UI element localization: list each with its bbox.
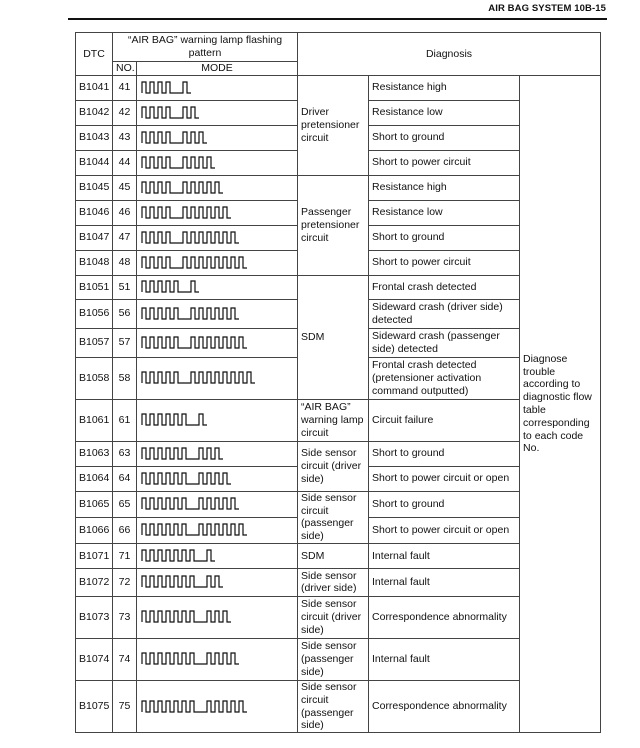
flash-pattern — [137, 357, 298, 399]
flash-pulse-train — [142, 207, 231, 218]
dtc-code: B1066 — [76, 517, 113, 543]
flash-pulse-train — [142, 281, 199, 292]
flash-pattern — [137, 100, 298, 125]
dtc-code: B1073 — [76, 596, 113, 638]
flash-pattern — [137, 125, 298, 150]
group-driver-pretensioner: Driver pretensioner circuit — [298, 75, 369, 175]
flash-pulse-train — [142, 182, 223, 193]
flash-pulse-train — [142, 157, 215, 168]
code-number: 64 — [113, 466, 137, 491]
dtc-code: B1048 — [76, 250, 113, 275]
header-lamp-pattern: “AIR BAG” warning lamp flashing pattern — [113, 33, 298, 62]
flash-pulse-train — [142, 653, 239, 664]
dtc-code: B1056 — [76, 299, 113, 328]
group-side-sensor-circuit-driver: Side sensor circuit (driver side) — [298, 596, 369, 638]
diagnosis-detail: Resistance low — [369, 100, 520, 125]
code-number: 44 — [113, 150, 137, 175]
diagnosis-detail: Resistance high — [369, 75, 520, 100]
flash-pulse-train — [142, 498, 239, 509]
group-side-sensor-driver-unit: Side sensor (driver side) — [298, 568, 369, 596]
flash-pulse-train — [142, 448, 223, 459]
flash-waveform — [140, 130, 295, 146]
flash-pattern — [137, 638, 298, 680]
flash-pulse-train — [142, 132, 207, 143]
code-number: 63 — [113, 441, 137, 466]
flash-waveform — [140, 609, 295, 625]
flash-pattern — [137, 250, 298, 275]
dtc-code: B1042 — [76, 100, 113, 125]
code-number: 46 — [113, 200, 137, 225]
dtc-code: B1072 — [76, 568, 113, 596]
group-sdm-internal: SDM — [298, 543, 369, 568]
flash-pattern — [137, 399, 298, 441]
diagnosis-action: Diagnose trouble according to diagnostic flow table corresponding to each code No. — [520, 75, 601, 732]
flash-waveform — [140, 205, 295, 221]
flash-waveform — [140, 574, 295, 590]
flash-pattern — [137, 225, 298, 250]
code-number: 61 — [113, 399, 137, 441]
flash-pattern — [137, 299, 298, 328]
flash-pulse-train — [142, 82, 191, 93]
diagnosis-detail: Short to power circuit or open — [369, 466, 520, 491]
flash-waveform — [140, 496, 295, 512]
flash-pulse-train — [142, 701, 247, 712]
code-number: 66 — [113, 517, 137, 543]
diagnosis-detail: Sideward crash (driver side) detected — [369, 299, 520, 328]
dtc-code: B1063 — [76, 441, 113, 466]
dtc-table — [75, 32, 601, 733]
flash-pattern — [137, 150, 298, 175]
flash-waveform — [140, 412, 295, 428]
flash-waveform — [140, 80, 295, 96]
flash-pattern — [137, 200, 298, 225]
dtc-code: B1071 — [76, 543, 113, 568]
flash-pattern — [137, 441, 298, 466]
diagnosis-detail: Short to ground — [369, 441, 520, 466]
header-rule — [68, 18, 607, 20]
group-sdm: SDM — [298, 275, 369, 399]
flash-pulse-train — [142, 611, 231, 622]
flash-pulse-train — [142, 414, 207, 425]
flash-pattern — [137, 596, 298, 638]
flash-waveform — [140, 335, 295, 351]
code-number: 58 — [113, 357, 137, 399]
flash-pulse-train — [142, 308, 239, 319]
diagnosis-detail: Internal fault — [369, 638, 520, 680]
diagnosis-detail: Correspondence abnormality — [369, 596, 520, 638]
header-mode: MODE — [137, 62, 298, 76]
diagnosis-detail: Sideward crash (passenger side) detected — [369, 328, 520, 357]
dtc-code: B1057 — [76, 328, 113, 357]
code-number: 73 — [113, 596, 137, 638]
code-number: 75 — [113, 680, 137, 732]
flash-pulse-train — [142, 473, 231, 484]
group-passenger-pretensioner: Passenger pretensioner circuit — [298, 175, 369, 275]
dtc-code: B1064 — [76, 466, 113, 491]
code-number: 74 — [113, 638, 137, 680]
diagnosis-detail: Short to power circuit — [369, 250, 520, 275]
flash-pattern — [137, 175, 298, 200]
code-number: 71 — [113, 543, 137, 568]
code-number: 56 — [113, 299, 137, 328]
code-number: 48 — [113, 250, 137, 275]
dtc-code: B1051 — [76, 275, 113, 299]
code-number: 51 — [113, 275, 137, 299]
group-side-sensor-passenger: Side sensor circuit (passenger side) — [298, 491, 369, 543]
diagnosis-detail: Short to ground — [369, 125, 520, 150]
diagnosis-detail: Short to power circuit — [369, 150, 520, 175]
dtc-code: B1058 — [76, 357, 113, 399]
flash-pulse-train — [142, 107, 199, 118]
flash-waveform — [140, 471, 295, 487]
code-number: 47 — [113, 225, 137, 250]
flash-waveform — [140, 548, 295, 564]
flash-pulse-train — [142, 576, 223, 587]
flash-waveform — [140, 370, 295, 386]
code-number: 45 — [113, 175, 137, 200]
flash-waveform — [140, 306, 295, 322]
page-header-title: AIR BAG SYSTEM 10B-15 — [488, 3, 606, 14]
code-number: 72 — [113, 568, 137, 596]
flash-pattern — [137, 680, 298, 732]
diagnosis-detail: Internal fault — [369, 568, 520, 596]
header-diagnosis: Diagnosis — [298, 33, 601, 76]
diagnosis-detail: Resistance low — [369, 200, 520, 225]
diagnosis-detail: Frontal crash detected — [369, 275, 520, 299]
code-number: 65 — [113, 491, 137, 517]
flash-pulse-train — [142, 372, 255, 383]
dtc-code: B1044 — [76, 150, 113, 175]
flash-pulse-train — [142, 257, 247, 268]
dtc-code: B1046 — [76, 200, 113, 225]
flash-pulse-train — [142, 232, 239, 243]
diagnosis-detail: Resistance high — [369, 175, 520, 200]
flash-pattern — [137, 275, 298, 299]
code-number: 43 — [113, 125, 137, 150]
flash-pulse-train — [142, 337, 247, 348]
flash-waveform — [140, 155, 295, 171]
flash-waveform — [140, 279, 295, 295]
flash-pattern — [137, 568, 298, 596]
flash-waveform — [140, 255, 295, 271]
flash-waveform — [140, 446, 295, 462]
code-number: 42 — [113, 100, 137, 125]
diagnosis-detail: Internal fault — [369, 543, 520, 568]
flash-waveform — [140, 651, 295, 667]
diagnosis-detail: Frontal crash detected (pretensioner activation command outputted) — [369, 357, 520, 399]
flash-pattern — [137, 75, 298, 100]
flash-pulse-train — [142, 524, 247, 535]
flash-waveform — [140, 180, 295, 196]
header-no: NO. — [113, 62, 137, 76]
group-warning-lamp: “AIR BAG” warning lamp circuit — [298, 399, 369, 441]
group-side-sensor-driver: Side sensor circuit (driver side) — [298, 441, 369, 491]
dtc-code: B1074 — [76, 638, 113, 680]
code-number: 41 — [113, 75, 137, 100]
flash-waveform — [140, 522, 295, 538]
code-number: 57 — [113, 328, 137, 357]
group-side-sensor-passenger-unit: Side sensor (passenger side) — [298, 638, 369, 680]
group-side-sensor-circuit-passenger: Side sensor circuit (passenger side) — [298, 680, 369, 732]
dtc-code: B1075 — [76, 680, 113, 732]
flash-waveform — [140, 699, 295, 715]
dtc-code: B1041 — [76, 75, 113, 100]
dtc-code: B1043 — [76, 125, 113, 150]
dtc-code: B1047 — [76, 225, 113, 250]
flash-pattern — [137, 517, 298, 543]
flash-pattern — [137, 543, 298, 568]
dtc-code: B1065 — [76, 491, 113, 517]
diagnosis-detail: Short to ground — [369, 225, 520, 250]
diagnosis-detail: Correspondence abnormality — [369, 680, 520, 732]
diagnosis-detail: Short to ground — [369, 491, 520, 517]
flash-waveform — [140, 230, 295, 246]
flash-pattern — [137, 491, 298, 517]
flash-pulse-train — [142, 550, 215, 561]
flash-waveform — [140, 105, 295, 121]
header-dtc: DTC — [76, 33, 113, 76]
flash-pattern — [137, 466, 298, 491]
diagnosis-detail: Short to power circuit or open — [369, 517, 520, 543]
dtc-code: B1061 — [76, 399, 113, 441]
flash-pattern — [137, 328, 298, 357]
dtc-code: B1045 — [76, 175, 113, 200]
diagnosis-detail: Circuit failure — [369, 399, 520, 441]
